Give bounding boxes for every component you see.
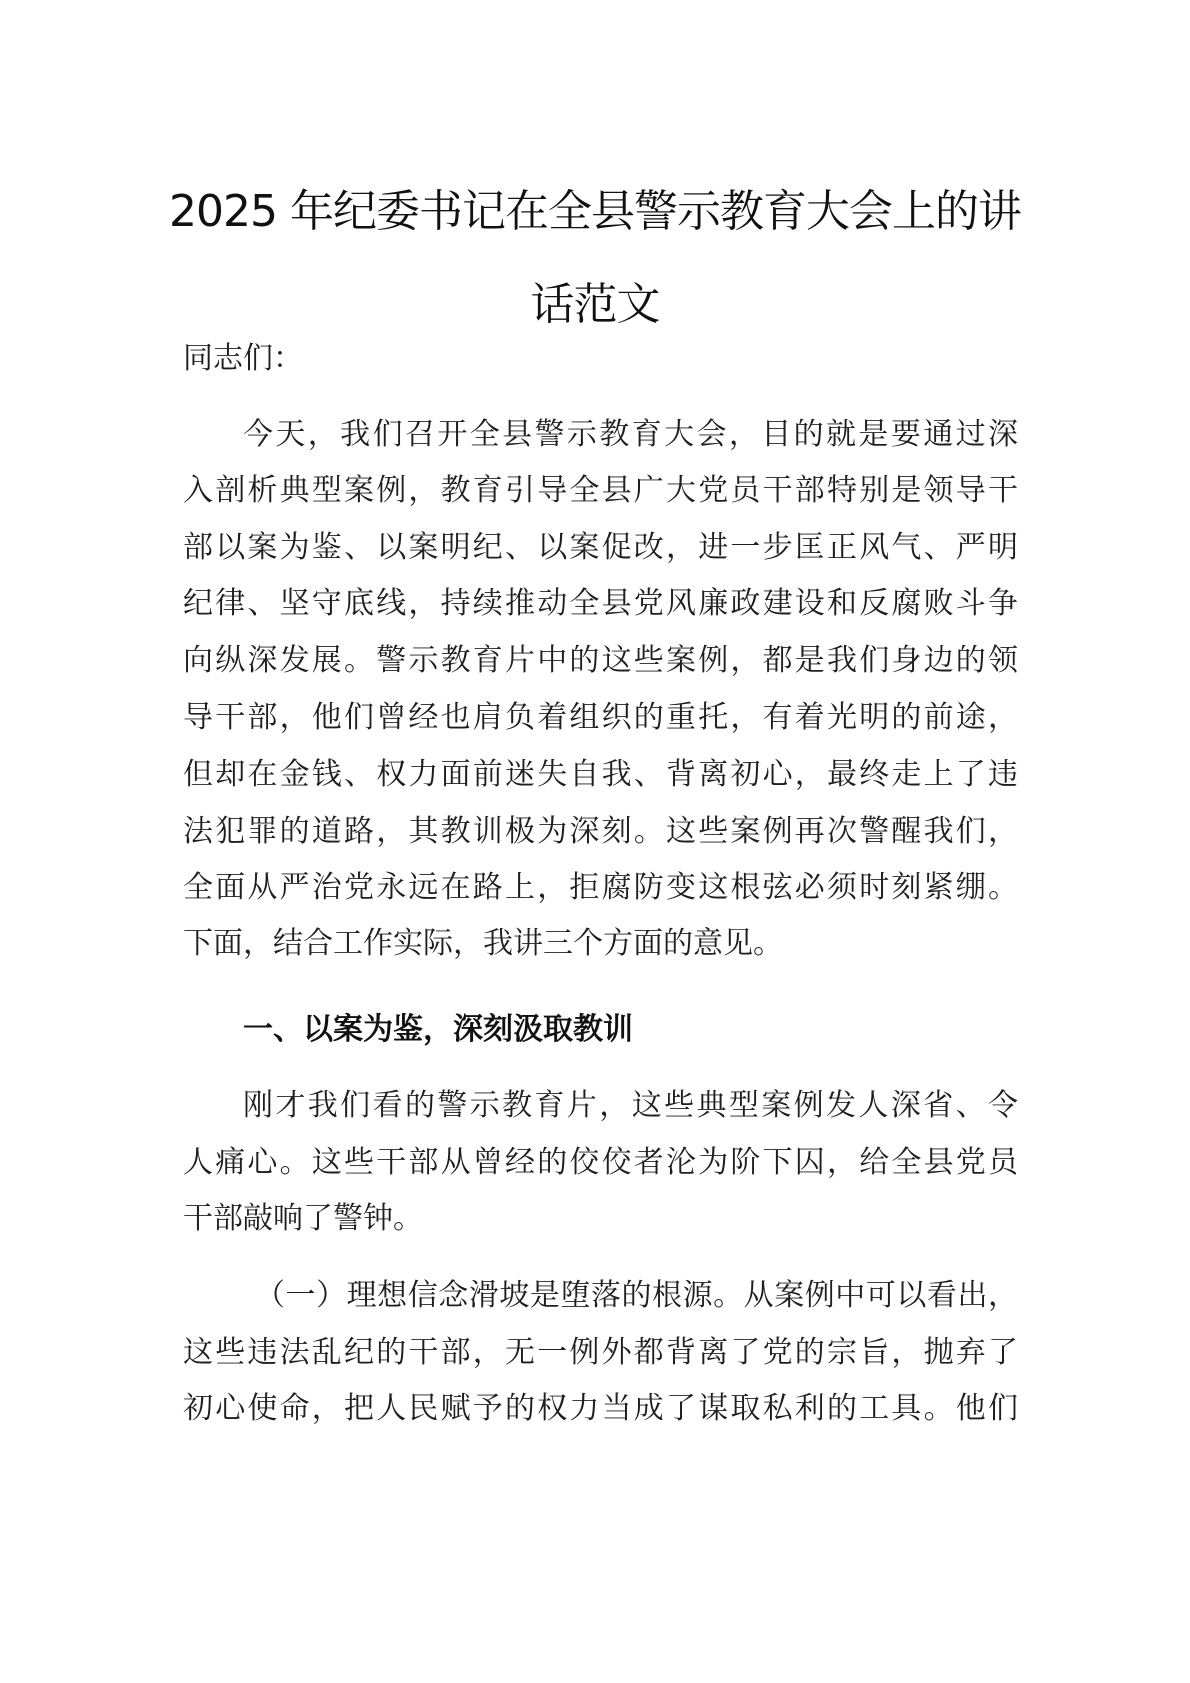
paragraph-1-line-3: 部以案为鉴、以案明纪、以案促改，进一步匡正风气、严明 xyxy=(183,530,1018,565)
document-title-line-1: 2025 年纪委书记在全县警示教育大会上的讲 xyxy=(169,186,1021,237)
paragraph-1-line-5: 向纵深发展。警示教育片中的这些案例，都是我们身边的领 xyxy=(183,643,1018,678)
paragraph-3-line-2: 这些违法乱纪的干部，无一例外都背离了党的宗旨，抛弃了 xyxy=(183,1335,1018,1370)
paragraph-1-line-6: 导干部，他们曾经也肩负着组织的重托，有着光明的前途， xyxy=(183,700,1018,735)
paragraph-2-line-1: 刚才我们看的警示教育片，这些典型案例发人深省、令 xyxy=(243,1088,1018,1123)
document-title-line-2: 话范文 xyxy=(530,279,660,330)
paragraph-3-line-3: 初心使命，把人民赋予的权力当成了谋取私利的工具。他们 xyxy=(183,1391,1018,1426)
paragraph-1-line-4: 纪律、坚守底线，持续推动全县党风廉政建设和反腐败斗争 xyxy=(183,586,1018,621)
section-heading-1: 一、以案为鉴，深刻汲取教训 xyxy=(243,1012,633,1047)
paragraph-1-line-7: 但却在金钱、权力面前迷失自我、背离初心，最终走上了违 xyxy=(183,757,1018,792)
paragraph-1-line-1: 今天，我们召开全县警示教育大会，目的就是要通过深 xyxy=(243,417,1018,452)
paragraph-1-line-2: 入剖析典型案例，教育引导全县广大党员干部特别是领导干 xyxy=(183,473,1018,508)
salutation: 同志们： xyxy=(183,341,303,376)
paragraph-1-line-9: 全面从严治党永远在路上，拒腐防变这根弦必须时刻紧绷。 xyxy=(183,870,1018,905)
paragraph-1-line-10: 下面，结合工作实际，我讲三个方面的意见。 xyxy=(183,926,783,961)
paragraph-1-line-8: 法犯罪的道路，其教训极为深刻。这些案例再次警醒我们， xyxy=(183,814,1018,849)
paragraph-3-line-1: （一）理想信念滑坡是堕落的根源。从案例中可以看出， xyxy=(255,1278,1018,1313)
paragraph-2-line-2: 人痛心。这些干部从曾经的佼佼者沦为阶下囚，给全县党员 xyxy=(183,1145,1018,1180)
paragraph-2-line-3: 干部敲响了警钟。 xyxy=(183,1201,423,1236)
